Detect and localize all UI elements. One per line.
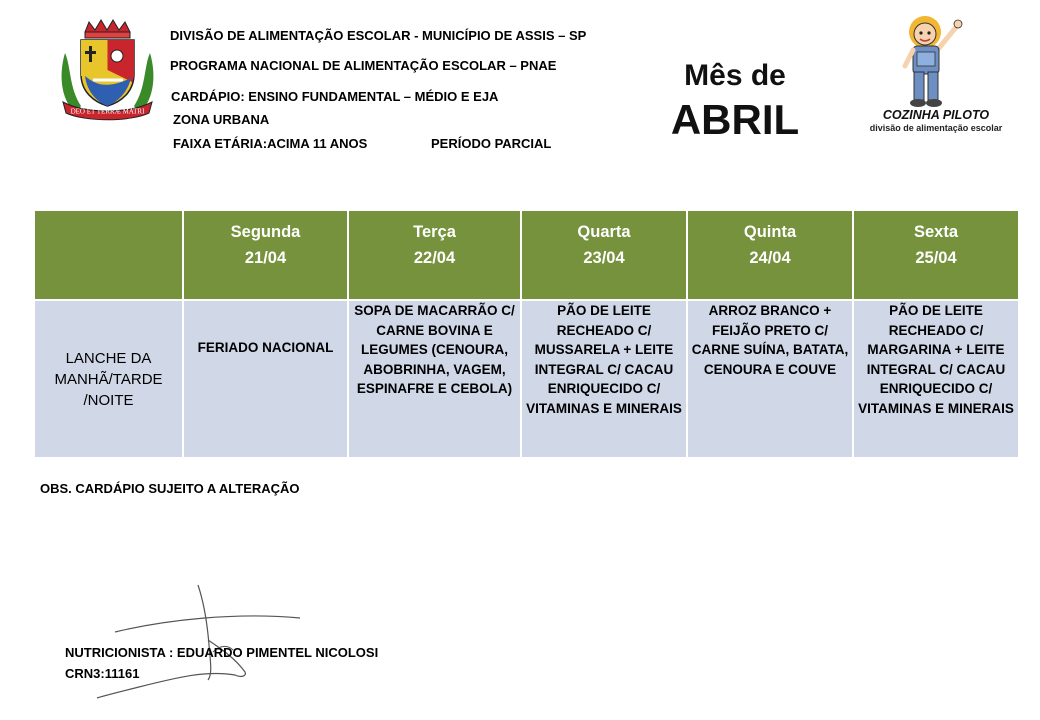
nutritionist-crn: CRN3:11161	[65, 666, 140, 681]
meal-cell-thursday	[687, 300, 853, 458]
header-menu-type: CARDÁPIO: ENSINO FUNDAMENTAL – MÉDIO E EJA	[171, 89, 499, 104]
header-zone: ZONA URBANA	[173, 112, 270, 127]
header-day-wednesday	[521, 210, 687, 300]
day-name: Terça	[413, 223, 456, 241]
nutritionist-name: NUTRICIONISTA : EDUARDO PIMENTEL NICOLOSI	[65, 645, 379, 660]
meal-text: SOPA DE MACARRÃO C/ CARNE BOVINA E LEGUMES (CENOURA, ABOBRINHA, VAGEM, ESPINAFRE E CEBOLA)	[354, 303, 515, 396]
header-day-monday	[183, 210, 348, 300]
municipal-crest-logo	[55, 18, 160, 123]
day-date: 22/04	[413, 249, 456, 267]
brand-subtitle: divisão de alimentação escolar	[869, 123, 1003, 133]
day-date: 21/04	[244, 249, 287, 267]
menu-table	[33, 209, 1020, 459]
signature-image	[95, 580, 325, 700]
day-date: 25/04	[915, 249, 957, 267]
brand-title: COZINHA PILOTO	[882, 108, 990, 122]
chef-mascot-icon	[895, 14, 975, 110]
meal-cell-wednesday	[521, 300, 687, 458]
header-empty-cell	[34, 210, 183, 300]
day-name: Sexta	[913, 223, 959, 241]
observation-note: OBS. CARDÁPIO SUJEITO A ALTERAÇÃO	[40, 481, 300, 496]
menu-row-snack	[34, 300, 1019, 458]
meal-text: PÃO DE LEITE RECHEADO C/ MUSSARELA + LEITE INTEGRAL C/ CACAU ENRIQUECIDO C/ VITAMINAS E MINERAIS	[526, 303, 682, 416]
month-name: ABRIL	[670, 96, 800, 143]
meal-cell-monday	[183, 300, 348, 458]
month-prefix: Mês de	[684, 59, 786, 92]
month-title	[655, 58, 815, 146]
menu-header-row	[34, 210, 1019, 300]
meal-text: ARROZ BRANCO + FEIJÃO PRETO C/ CARNE SUÍNA, BATATA, CENOURA E COUVE	[691, 303, 849, 377]
meal-row-label: LANCHE DA MANHÃ/TARDE /NOITE	[34, 300, 183, 458]
header-period: PERÍODO PARCIAL	[431, 136, 552, 151]
meal-text: FERIADO NACIONAL	[197, 340, 334, 355]
meal-cell-friday	[853, 300, 1019, 458]
header-day-thursday	[687, 210, 853, 300]
svg-text:DEO ET TERRÆ MATRI: DEO ET TERRÆ MATRI	[70, 107, 145, 116]
header-program: PROGRAMA NACIONAL DE ALIMENTAÇÃO ESCOLAR – PNAE	[170, 58, 557, 73]
header-day-tuesday	[348, 210, 521, 300]
day-date: 24/04	[749, 249, 791, 267]
header-age-range: FAIXA ETÁRIA:ACIMA 11 ANOS	[173, 136, 368, 151]
meal-text: PÃO DE LEITE RECHEADO C/ MARGARINA + LEITE INTEGRAL C/ CACAU ENRIQUECIDO C/ VITAMINAS E MINERAIS	[858, 303, 1014, 416]
meal-cell-tuesday	[348, 300, 521, 458]
day-name: Quinta	[743, 223, 797, 241]
header-day-friday	[853, 210, 1019, 300]
day-name: Segunda	[230, 223, 301, 241]
day-date: 23/04	[583, 249, 625, 267]
header-division: DIVISÃO DE ALIMENTAÇÃO ESCOLAR - MUNICÍPIO DE ASSIS – SP	[170, 28, 587, 43]
day-name: Quarta	[577, 223, 631, 241]
